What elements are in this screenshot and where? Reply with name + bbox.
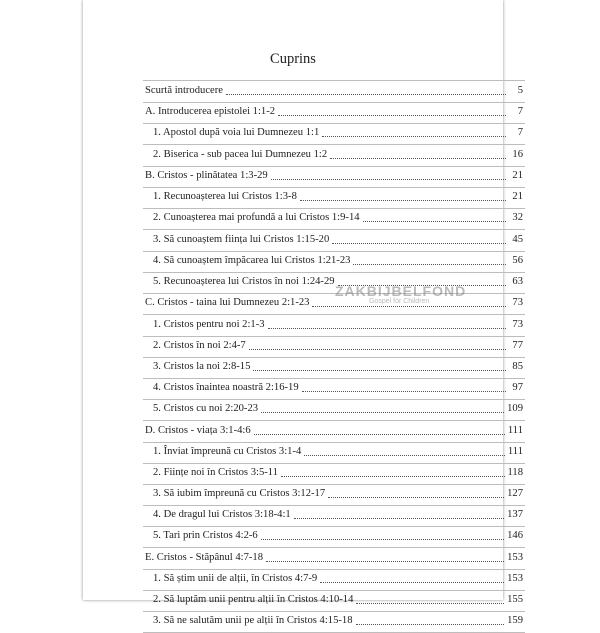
toc-page-number: 85	[512, 360, 523, 372]
toc-leader-dots	[254, 433, 505, 435]
toc-entry-label: 1. Cristos pentru noi 2:1-3	[153, 318, 265, 330]
book-page	[83, 0, 523, 626]
toc-entry	[143, 252, 525, 273]
toc-entry-label: Scurtă introducere	[145, 84, 223, 96]
toc-page-number: 127	[507, 487, 523, 499]
toc-section	[143, 81, 525, 103]
toc-entry-label: 1. Recunoașterea lui Cristos 1:3-8	[153, 191, 297, 203]
toc-entry-label: 1. Înviat împreună cu Cristos 3:1-4	[153, 445, 302, 457]
toc-entry-label: 2. Ființe noi în Cristos 3:5-11	[153, 466, 278, 478]
toc-leader-dots	[302, 390, 506, 392]
toc-entry	[143, 591, 525, 612]
toc-page-number: 5	[517, 84, 523, 96]
toc-leader-dots	[338, 284, 506, 286]
toc-leader-dots	[304, 454, 505, 456]
toc-leader-dots	[332, 242, 506, 244]
toc-leader-dots	[320, 581, 504, 583]
toc-page-number: 153	[507, 551, 523, 563]
toc-leader-dots	[268, 327, 506, 329]
toc-section	[143, 294, 525, 316]
toc-page-number: 146	[507, 530, 523, 542]
toc-page-number: 32	[512, 212, 523, 224]
toc-leader-dots	[281, 475, 505, 477]
toc-entry	[143, 506, 525, 527]
toc-entry-label: 2. Cunoașterea mai profundă a lui Cristos 1:9-14	[153, 212, 360, 224]
toc-entry	[143, 570, 525, 591]
toc-entry	[143, 124, 525, 145]
toc-page-number: 45	[512, 233, 523, 245]
toc-page-number: 111	[507, 424, 523, 436]
toc-leader-dots	[249, 348, 506, 350]
toc-page-number: 159	[507, 615, 523, 626]
toc-page-number: 21	[512, 191, 523, 203]
toc-leader-dots	[328, 496, 504, 498]
toc-page-number: 137	[507, 508, 523, 520]
toc-leader-dots	[353, 263, 506, 265]
toc-entry-label: 1. Apostol după voia lui Dumnezeu 1:1	[153, 127, 320, 139]
toc-entry-label: B. Cristos - plinătatea 1:3-29	[145, 170, 268, 182]
toc-entry-label: 2. Cristos în noi 2:4-7	[153, 339, 246, 351]
toc-entry-label: 3. Să cunoaștem ființa lui Cristos 1:15-20	[153, 233, 330, 245]
toc-leader-dots	[356, 623, 505, 625]
toc-leader-dots	[271, 178, 506, 180]
toc-leader-dots	[322, 135, 506, 137]
toc-entry	[143, 145, 525, 166]
toc-entry	[143, 400, 525, 421]
toc-entry	[143, 337, 525, 358]
toc-entry	[143, 464, 525, 485]
watermark-tagline: Gospel for Children	[369, 298, 430, 305]
toc-leader-dots	[278, 114, 506, 116]
toc-entry-label: 3. Cristos la noi 2:8-15	[153, 360, 251, 372]
toc-entry	[143, 209, 525, 230]
toc-entry-label: 1. Să știm unii de alții, în Cristos 4:7-9	[153, 572, 318, 584]
toc-entry-label: 2. Biserica - sub pacea lui Dumnezeu 1:2	[153, 148, 328, 160]
toc-leader-dots	[253, 369, 506, 371]
toc-section	[143, 548, 525, 570]
toc-entry	[143, 273, 525, 294]
toc-leader-dots	[261, 538, 504, 540]
toc-page-number: 111	[507, 445, 523, 457]
toc-entry-label: C. Cristos - taina lui Dumnezeu 2:1-23	[145, 297, 310, 309]
toc-leader-dots	[226, 93, 506, 95]
toc-leader-dots	[330, 157, 506, 159]
toc-entry-label: 3. Să iubim împreună cu Cristos 3:12-17	[153, 487, 326, 499]
toc-entry-label: 5. Recunoașterea lui Cristos în noi 1:24-29	[153, 275, 335, 287]
toc-leader-dots	[266, 560, 504, 562]
toc-leader-dots	[294, 517, 504, 519]
toc-page-number: 7	[517, 127, 523, 139]
toc-page-number: 77	[512, 339, 523, 351]
toc-entry-label: 5. Cristos cu noi 2:20-23	[153, 402, 259, 414]
toc-section	[143, 103, 525, 125]
page-title: Cuprins	[270, 51, 316, 67]
toc-entry	[143, 379, 525, 400]
toc-leader-dots	[312, 305, 506, 307]
toc-page-number: 56	[512, 254, 523, 266]
toc-entry	[143, 527, 525, 548]
toc-page-number: 73	[512, 297, 523, 309]
watermark-brand: ZAKBIJBELFOND	[335, 283, 467, 299]
toc-entry	[143, 188, 525, 209]
toc-entry	[143, 443, 525, 464]
toc-entry-label: 5. Tari prin Cristos 4:2-6	[153, 530, 258, 542]
toc-entry-label: 2. Să luptăm unii pentru alții în Cristos 4:10-14	[153, 593, 354, 605]
toc-section	[143, 421, 525, 443]
toc-page-number: 118	[507, 466, 523, 478]
toc-entry	[143, 612, 525, 633]
toc-entry-label: 4. De dragul lui Cristos 3:18-4:1	[153, 508, 291, 520]
toc-section	[143, 167, 525, 189]
toc-entry	[143, 485, 525, 506]
table-of-contents	[143, 80, 525, 633]
toc-page-number: 16	[512, 148, 523, 160]
toc-entry-label: E. Cristos - Stăpânul 4:7-18	[145, 551, 263, 563]
toc-entry-label: 4. Cristos înaintea noastră 2:16-19	[153, 381, 299, 393]
toc-leader-dots	[363, 220, 506, 222]
toc-page-number: 153	[507, 572, 523, 584]
toc-page-number: 97	[512, 381, 523, 393]
toc-entry-label: D. Cristos - viața 3:1-4:6	[145, 424, 251, 436]
toc-entry	[143, 230, 525, 251]
toc-page-number: 73	[512, 318, 523, 330]
toc-page-number: 63	[512, 275, 523, 287]
toc-leader-dots	[300, 199, 506, 201]
toc-page-number: 155	[507, 593, 523, 605]
toc-entry	[143, 358, 525, 379]
toc-entry-label: 3. Să ne salutăm unii pe alții în Cristos 4:15-18	[153, 615, 353, 626]
toc-page-number: 109	[507, 402, 523, 414]
toc-entry-label: 4. Să cunoaștem împăcarea lui Cristos 1:21-23	[153, 254, 351, 266]
toc-leader-dots	[356, 602, 504, 604]
toc-leader-dots	[261, 411, 504, 413]
toc-entry-label: A. Introducerea epistolei 1:1-2	[145, 106, 276, 118]
toc-page-number: 7	[517, 106, 523, 118]
toc-page-number: 21	[512, 170, 523, 182]
toc-entry	[143, 315, 525, 336]
